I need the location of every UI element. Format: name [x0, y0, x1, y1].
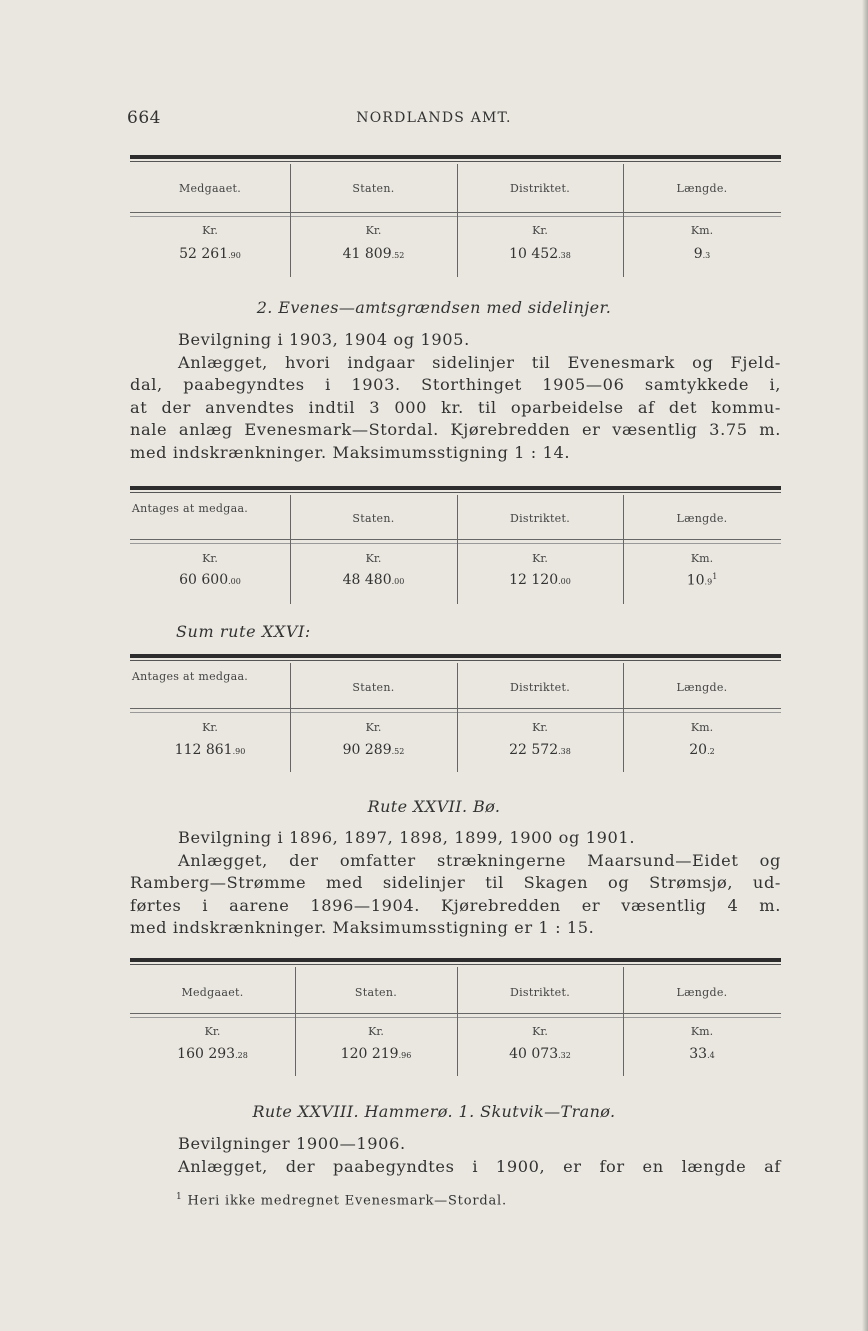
paragraph-evenes [130, 329, 781, 464]
table-rule [130, 708, 781, 709]
value-staten: 90 289.52 [342, 742, 405, 758]
text-line: med indskrænkninger. Maksimumsstigning 1 : 14. [130, 442, 571, 462]
table-rule [130, 216, 781, 217]
column-header: Staten. [352, 182, 395, 195]
table-rule [130, 492, 781, 493]
page-number: 664 [127, 108, 161, 128]
text-line: dal, paabegyndtes i 1903. Storthinget 1905—06 samtykkede i, [130, 375, 781, 394]
table-rule [130, 654, 781, 658]
table-rule [130, 212, 781, 213]
column-header: Længde. [676, 182, 728, 195]
text-line: førtes i aarene 1896—1904. Kjørebredden er væsentlig 4 m. [130, 895, 781, 915]
value-staten: 48 480.00 [342, 572, 405, 588]
table-rule [130, 543, 781, 544]
value-laengde: 20.2 [689, 742, 715, 758]
table-rule [130, 1013, 781, 1014]
text-line: Bevilgning i 1896, 1897, 1898, 1899, 1900 og 1901. [178, 828, 636, 847]
value-laengde: 10.9$^1$ [686, 572, 718, 589]
column-header: Staten. [352, 681, 395, 694]
unit-label: Kr. [202, 552, 218, 565]
page-edge-shadow [862, 0, 868, 1331]
value-medgaa: 60 600.00 [179, 572, 241, 588]
table-rule [130, 539, 781, 540]
column-header: Længde. [676, 986, 728, 999]
table-rule [130, 155, 781, 159]
unit-label: Kr. [532, 224, 548, 237]
unit-label: Kr. [532, 1025, 548, 1038]
column-header: Distriktet. [510, 681, 570, 694]
value-laengde: 9.3 [693, 246, 711, 262]
value-staten: 120 219.96 [340, 1046, 412, 1062]
table-rule [130, 712, 781, 713]
unit-label: Km. [690, 1025, 714, 1038]
text-line: at der anvendtes indtil 3 000 kr. til oparbeidelse af det kommu- [130, 397, 781, 417]
column-header: Medgaaet. [181, 986, 244, 999]
page-header [0, 108, 868, 132]
table-rule [130, 1017, 781, 1018]
unit-label: Kr. [365, 721, 382, 734]
value-medgaaet: 52 261.90 [179, 246, 241, 262]
unit-label: Kr. [365, 552, 382, 565]
footnote-mark: 1 [176, 1192, 183, 1202]
column-header: Længde. [676, 681, 728, 694]
value-medgaa: 112 861.90 [174, 742, 246, 758]
section-heading-bo: Rute XXVII. Bø. [367, 797, 501, 816]
table-medgaaet-1 [130, 155, 781, 277]
sum-rute-xxvi: Sum rute XXVI: [176, 622, 311, 641]
unit-label: Kr. [532, 721, 548, 734]
unit-label: Kr. [202, 224, 218, 237]
column-header: Længde. [676, 512, 728, 525]
column-header: Distriktet. [510, 182, 570, 195]
text-line: Ramberg—Strømme med sidelinjer til Skagen og Strømsjø, ud- [130, 873, 781, 892]
column-header: Medgaaet. [178, 182, 242, 195]
text-line: Anlægget, der omfatter strækningerne Maarsund—Eidet og [178, 850, 781, 870]
column-header: Antages at medgaa. [131, 502, 249, 515]
paragraph-bo [130, 827, 781, 940]
value-staten: 41 809.52 [342, 246, 405, 262]
section-heading-hammero: Rute XXVIII. Hammerø. 1. Skutvik—Tranø. [252, 1102, 616, 1121]
footnote [176, 1192, 507, 1208]
column-header: Staten. [354, 986, 398, 999]
table-antages-evenes [130, 486, 781, 604]
text-line: nale anlæg Evenesmark—Stordal. Kjørebredden er væsentlig 3.75 m. [130, 420, 781, 439]
table-rule [130, 660, 781, 661]
table-rule [130, 161, 781, 162]
unit-label: Kr. [368, 1025, 384, 1038]
table-rule [130, 964, 781, 965]
section-heading-evenes: 2. Evenes—amtsgrændsen med sidelinjer. [256, 298, 612, 317]
footnote-mark: 1 [712, 572, 718, 581]
value-distriktet: 22 572.38 [509, 742, 571, 758]
unit-label: Km. [690, 552, 714, 565]
table-rule [130, 486, 781, 490]
text-line: Bevilgninger 1900—1906. [178, 1134, 406, 1153]
value-distriktet: 10 452.38 [509, 246, 571, 262]
unit-label: Km. [690, 721, 714, 734]
value-medgaaet: 160 293.28 [177, 1046, 248, 1062]
column-header: Distriktet. [510, 986, 570, 999]
unit-label: Kr. [204, 1025, 221, 1038]
column-header: Staten. [352, 512, 395, 525]
text-line: Anlægget, hvori indgaar sidelinjer til Evenesmark og Fjeld- [178, 352, 781, 372]
text-line: med indskrænkninger. Maksimumsstigning er 1 : 15. [130, 918, 595, 937]
value-laengde: 33.4 [689, 1046, 715, 1062]
running-title: NORDLANDS AMT. [356, 110, 512, 126]
value-distriktet: 12 120.00 [509, 572, 571, 588]
unit-label: Kr. [365, 224, 382, 237]
value-distriktet: 40 073.32 [509, 1046, 571, 1062]
text-line: Bevilgning i 1903, 1904 og 1905. [178, 330, 470, 349]
paragraph-hammero [130, 1133, 781, 1178]
unit-label: Kr. [532, 552, 548, 565]
unit-label: Km. [690, 224, 714, 237]
unit-label: Kr. [202, 721, 218, 734]
table-sum-rute-xxvi [130, 654, 781, 772]
column-header: Distriktet. [510, 512, 570, 525]
column-header: Antages at medgaa. [131, 670, 249, 683]
text-line: Anlægget, der paabegyndtes i 1900, er for en længde af [178, 1156, 781, 1176]
table-medgaaet-bo [130, 958, 781, 1076]
table-rule [130, 958, 781, 962]
footnote-text: Heri ikke medregnet Evenesmark—Stordal. [187, 1193, 507, 1209]
